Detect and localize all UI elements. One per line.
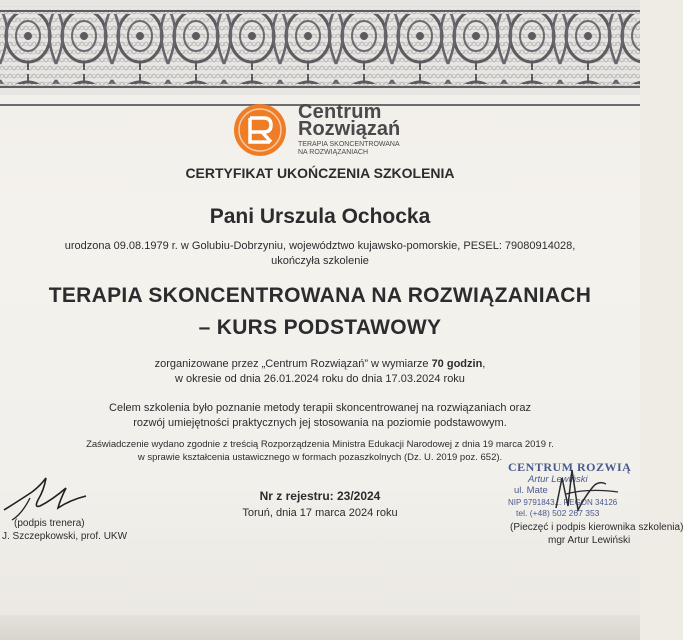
recipient-name: Pani Urszula Ochocka — [209, 205, 431, 228]
place-date: Toruń, dnia 17 marca 2024 roku — [242, 507, 398, 519]
bottom-shadow — [0, 615, 640, 640]
completion-text: ukończyła szkolenie — [271, 255, 369, 267]
trainer-name: J. Szczepkowski, prof. UKW — [2, 531, 128, 542]
regulation-line2: w sprawie kształcenia ustawicznego w formach pozaszkolnych (Dz. U. 2019 poz. 652). — [137, 452, 503, 463]
trainer-caption: (podpis trenera) — [14, 518, 85, 529]
director-signature-block — [510, 521, 683, 547]
logo-text-line2: Rozwiązań — [298, 118, 401, 140]
goal-line1: Celem szkolenia było poznanie metody terapii skoncentrowanej na rozwiązaniach oraz — [109, 402, 531, 414]
logo-mark-icon — [234, 104, 286, 156]
director-caption: (Pieczęć i podpis kierownika szkolenia) — [510, 522, 683, 533]
logo-tagline-line1: TERAPIA SKONCENTROWANA — [298, 141, 400, 148]
director-name: mgr Artur Lewiński — [548, 535, 631, 546]
organization-line — [0, 358, 640, 370]
course-title-line2: – KURS PODSTAWOWY — [198, 316, 442, 339]
stamp-org: CENTRUM ROZWIĄ — [508, 460, 632, 474]
decorative-border — [0, 0, 640, 95]
stamp-address: ul. Mate — [514, 485, 548, 496]
stamp-person: Artur Lewiński — [528, 473, 588, 485]
course-hours: 70 godzin — [431, 358, 483, 370]
recipient-details: urodzona 09.08.1979 r. w Golubiu-Dobrzyniu, województwo kujawsko-pomorskie, PESEL: 79080914028, — [64, 240, 576, 252]
logo-text-line1: Centrum — [298, 101, 382, 123]
goal-line2: rozwój umiejętności praktycznych jej stosowania na poziomie podstawowym. — [133, 417, 507, 429]
organization-suffix: , — [482, 358, 486, 370]
director-signature-icon — [548, 458, 638, 518]
stamp-phone: tel. (+48) 502 267 353 — [516, 508, 600, 518]
logo-tagline — [298, 141, 400, 157]
certificate-title: CERTYFIKAT UKOŃCZENIA SZKOLENIA — [185, 165, 455, 181]
course-dates: w okresie od dnia 26.01.2024 roku do dnia 17.03.2024 roku — [175, 373, 465, 385]
course-title-line1: TERAPIA SKONCENTROWANA NA ROZWIĄZANIACH — [48, 284, 592, 307]
logo-tagline-line2: NA ROZWIĄZANIACH — [298, 149, 369, 156]
logo — [234, 101, 488, 162]
organization-prefix: zorganizowane przez „Centrum Rozwiązań” w wymiarze — [154, 358, 432, 370]
regulation-line1: Zaświadczenie wydano zgodnie z treścią Rozporządzenia Ministra Edukacji Narodowej z dnia 19 marca 2019 r. — [86, 439, 554, 450]
stamp-ids: NIP 9791843... REGON 34126 — [508, 497, 618, 507]
registry-number: Nr z rejestru: 23/2024 — [259, 489, 381, 503]
trainer-signature-block — [0, 517, 127, 543]
